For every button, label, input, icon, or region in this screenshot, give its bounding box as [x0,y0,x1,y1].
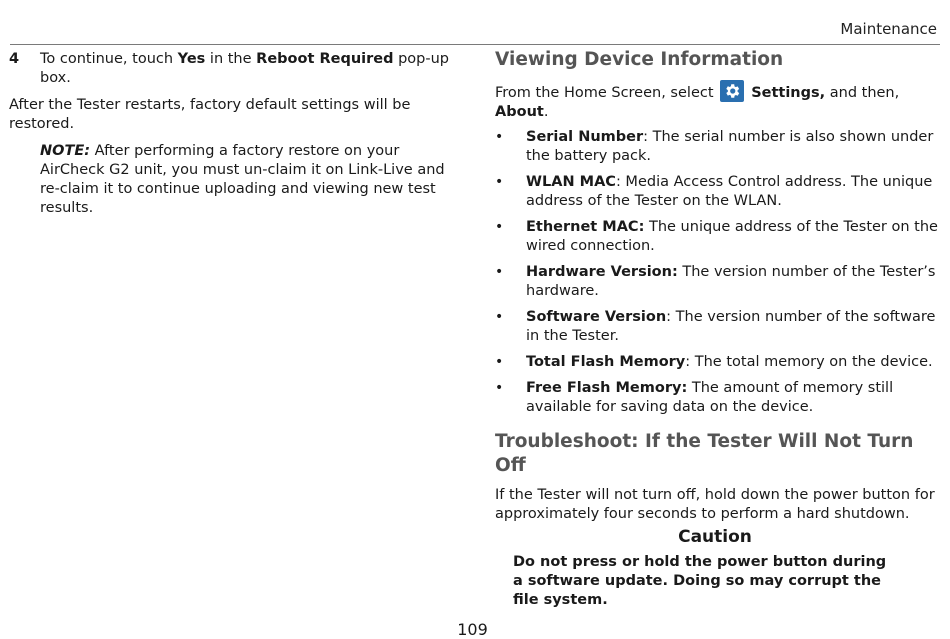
step-text: To continue, touch Yes in the Reboot Required pop-up box. [40,51,449,86]
header-divider [10,44,940,45]
gear-icon [720,80,744,102]
caution-text: Do not press or hold the power button during a software update. Doing so may corrupt the file system. [513,554,887,608]
note-label: NOTE: [40,143,91,159]
yes-term: Yes [177,51,206,67]
viewing-heading: Viewing Device Information [495,49,784,70]
list-item: • Ethernet MAC: The unique address of the Tester on the wired connection. [495,219,938,254]
list-item: • Software Version: The version number of the software in the Tester. [495,309,936,344]
about-term: About [495,104,544,120]
troubleshoot-text: If the Tester will not turn off, hold down the power button for approximately four seconds to perform a hard shutdown. [495,487,935,522]
viewing-intro: From the Home Screen, select Settings, and then, About. [495,80,945,122]
step-number: 4 [9,51,20,67]
step-4 [9,50,449,88]
page-number: 109 [457,620,488,639]
restart-paragraph: After the Tester restarts, factory default settings will be restored. [9,97,411,132]
right-column [495,48,945,610]
reboot-required-term: Reboot Required [256,51,394,67]
settings-term: Settings, [746,85,826,101]
device-info-list [495,128,945,417]
list-item: • WLAN MAC: Media Access Control address. The unique address of the Tester on the WLAN. [495,174,933,209]
running-header: Maintenance [840,20,937,38]
note-paragraph [40,142,449,218]
list-item: • Hardware Version: The version number of the Tester’s hardware. [495,264,936,299]
list-item: • Total Flash Memory: The total memory on the device. [495,354,933,370]
note-text: After performing a factory restore on your AirCheck G2 unit, you must un-claim it on Link-Live and re-claim it to continue uploading and viewing new test results. [40,143,445,216]
list-item: • Free Flash Memory: The amount of memory still available for saving data on the device. [495,380,894,415]
troubleshoot-heading: Troubleshoot: If the Tester Will Not Turn Off [495,431,914,476]
list-item: • Serial Number: The serial number is also shown under the battery pack. [495,129,934,164]
left-column [9,50,449,218]
caution-title: Caution [678,527,752,547]
